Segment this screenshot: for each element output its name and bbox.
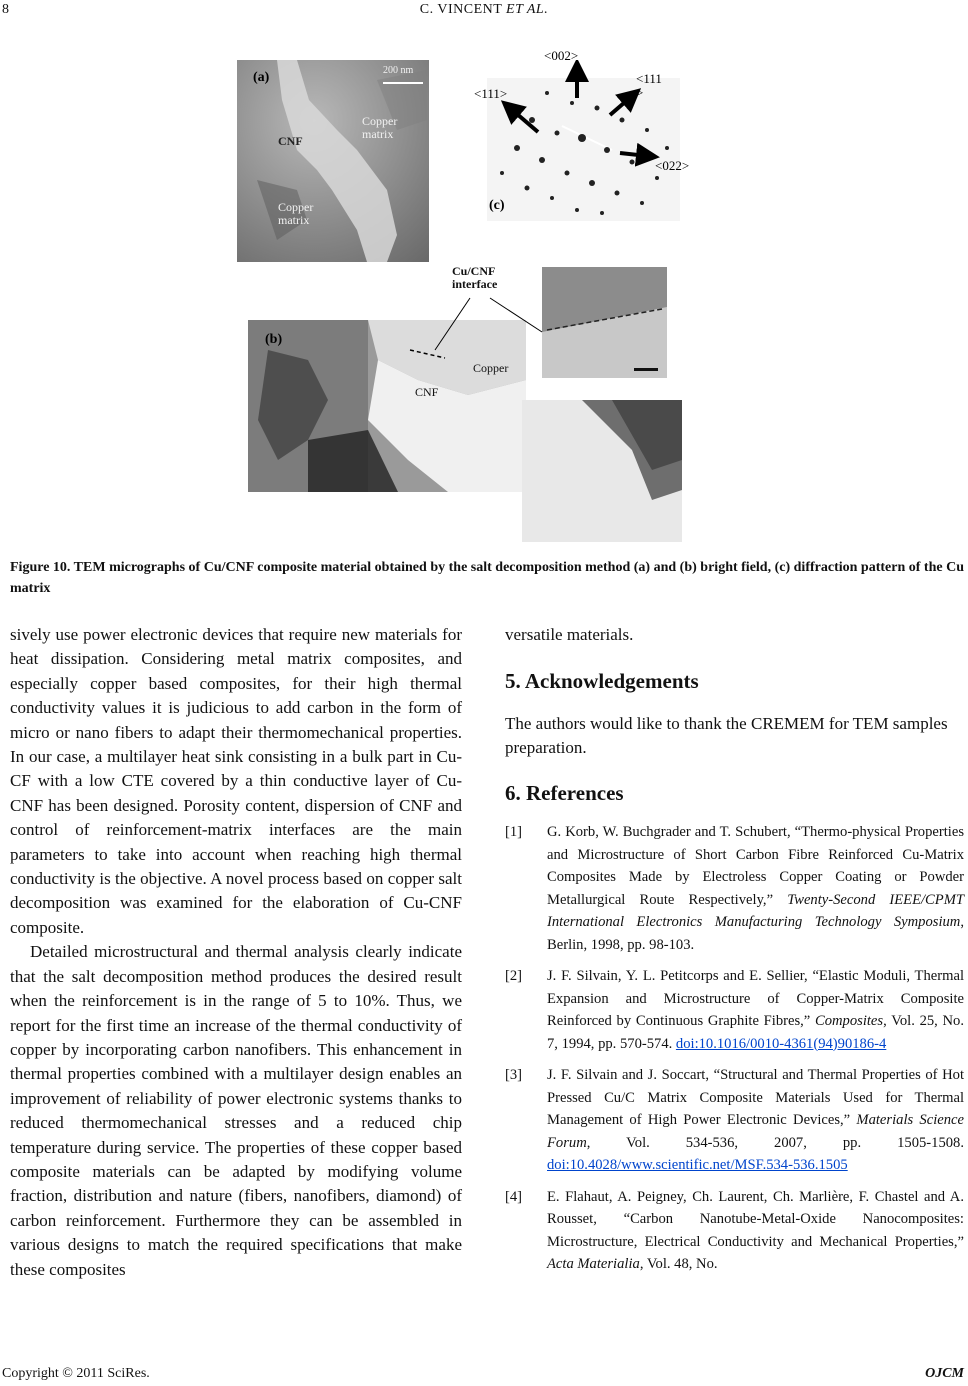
reference-text: G. Korb, W. Buchgrader and T. Schubert, “Thermo-physical Properties and Microstructure of Short Carbon Fibre Reinforced Cu-Matrix Composites Made by Electroless Copper Coating or Powder Metallurgical Route Respectively,” xyxy=(547,824,964,908)
journal-name: OJCM xyxy=(925,1366,964,1381)
reference-item xyxy=(505,965,964,1055)
panel-c-label: (c) xyxy=(489,198,505,213)
annot-cnf-b: CNF xyxy=(415,385,439,399)
reference-source: Acta Materialia xyxy=(547,1256,640,1273)
interface-callout-lines xyxy=(400,280,560,370)
reference-details: , Berlin, 1998, pp. 98-103. xyxy=(547,914,964,953)
annot-copper-matrix-2: Copper matrix xyxy=(278,200,314,227)
reference-number: [2] xyxy=(505,968,523,985)
reference-doi-link[interactable]: doi:10.4028/www.scientific.net/MSF.534-536.1505 xyxy=(547,1157,848,1174)
acknowledgements-text: The authors would like to thank the CREMEM for TEM samples preparation. xyxy=(505,713,948,758)
reference-number: [1] xyxy=(505,824,523,841)
body-paragraph-1: sively use power electronic devices that require new materials for heat dissipation. Considering metal matrix composites, and especially copper based composites, for their high thermal conductivity values it is judicious to add carbon in the form of micro or nano fibers to adapt their thermomechanical properties. In our case, a multilayer heat sink consisting in a bulk part in Cu-CF with a low CTE covered by a thin conductive layer of Cu-CNF has been designed. Porosity content, dispersion of CNF and control of reinforcement-matrix interfaces are the main parameters to take into account when reaching high thermal conductivity is the objective. A novel process based on copper salt decomposition was examined for the elaboration of Cu-CNF composite. xyxy=(10,625,462,937)
micrograph-panel-b-inset xyxy=(542,267,667,378)
reference-details: , Vol. 534-536, 2007, pp. 1505-1508. xyxy=(586,1134,964,1151)
reference-item xyxy=(505,1064,964,1177)
running-head-authors: C. VINCENT xyxy=(419,2,503,17)
annot-interface: Cu/CNF interface xyxy=(452,264,498,291)
acknowledgements-heading: 5. Acknowledgements xyxy=(505,669,699,694)
reference-text: J. F. Silvain, Y. L. Petitcorps and E. Sellier, “Elastic Moduli, Thermal Expansion and Microstructure of Copper-Matrix Composite Reinforced by Continuous Graphite Fibres,” xyxy=(547,968,964,1030)
annot-copper-matrix-1: Copper matrix xyxy=(362,114,398,141)
reference-doi-link[interactable]: doi:10.1016/0010-4361(94)90186-4 xyxy=(675,1035,887,1052)
scale-bar xyxy=(383,82,423,84)
running-head-etal: ET AL. xyxy=(506,2,549,17)
copyright-notice: Copyright © 2011 SciRes. xyxy=(2,1366,150,1381)
reference-item xyxy=(505,821,964,956)
figure-10 xyxy=(0,0,968,545)
right-column xyxy=(505,623,964,1285)
page-number: 8 xyxy=(2,2,9,17)
direction-label-002: <002> xyxy=(544,48,579,63)
left-column xyxy=(10,623,462,1282)
direction-label-022: <022> xyxy=(655,158,690,173)
reference-details: , Vol. 25, No. 7, 1994, pp. 570-574. xyxy=(547,1013,965,1052)
annot-cnf-a: CNF xyxy=(278,134,303,148)
reference-list xyxy=(505,821,964,1276)
reference-source: Twenty-Second IEEE/CPMT International Electronics Manufacturing Technology Symposium xyxy=(547,891,964,931)
references-heading: 6. References xyxy=(505,780,624,805)
micrograph-b-lower-image xyxy=(522,400,682,542)
panel-b-label: (b) xyxy=(265,332,283,347)
continuation-text: versatile materials. xyxy=(505,625,634,644)
reference-source: Materials Science Forum xyxy=(547,1112,964,1151)
reference-text: E. Flahaut, A. Peigney, Ch. Laurent, Ch. Marlière, F. Chastel and A. Rousset, “Carbon Nanotube-Metal-Oxide Nanocomposites: Microstructure, Electrical Conductivity and Mechanical Properties,” xyxy=(547,1188,964,1250)
figure-caption: Figure 10. TEM micrographs of Cu/CNF composite material obtained by the salt decomposition method (a) and (b) bright field, (c) diffraction pattern of the Cu matrix xyxy=(10,560,964,596)
micrograph-panel-b-lower xyxy=(522,400,682,542)
reference-number: [3] xyxy=(505,1067,523,1084)
body-paragraph-2: Detailed microstructural and thermal analysis clearly indicate that the salt decomposition method produces the desired result when the reinforcement is in the range of 5 to 10%. Thus, we report for the first time an increase of the thermal conductivity of copper by incorporating carbon nanofibers. This enhancement in thermal properties combined with a multilayer design enables an improvement of reliability of power electronic systems thanks to reduced thermomechanical stresses and a reduced chip temperature during service. The properties of these copper based composite materials can be adapted by modifying volume fraction, distribution and nature (fibers, nanofibers, diamond) of carbon reinforcement. Furthermore they can be assembled in various designs to match the required specifications that make these composites xyxy=(10,942,462,1279)
arrow-111-right-icon xyxy=(610,96,632,115)
reference-source: Composites xyxy=(814,1013,884,1030)
annot-copper-b: Copper xyxy=(473,361,509,375)
micrograph-a-image xyxy=(237,60,429,262)
reference-details: , Vol. 48, No. xyxy=(639,1256,718,1273)
direction-arrows xyxy=(470,60,710,180)
direction-label-111-right: <111 > xyxy=(636,71,662,100)
arrow-022-icon xyxy=(620,153,648,156)
arrow-111-left-icon xyxy=(510,108,538,132)
micrograph-panel-a xyxy=(237,60,429,262)
micrograph-b-inset-image xyxy=(542,267,667,378)
direction-label-111-left: <111> xyxy=(474,86,508,101)
reference-number: [4] xyxy=(505,1188,523,1205)
reference-text: J. F. Silvain and J. Soccart, “Structural and Thermal Properties of Hot Pressed Cu/C Matrix Composite Materials Used for Thermal Management of High Power Electronic Devices,” xyxy=(547,1067,964,1129)
reference-item xyxy=(505,1186,964,1276)
scale-label: 200 nm xyxy=(383,65,414,76)
panel-a-label: (a) xyxy=(253,70,270,85)
